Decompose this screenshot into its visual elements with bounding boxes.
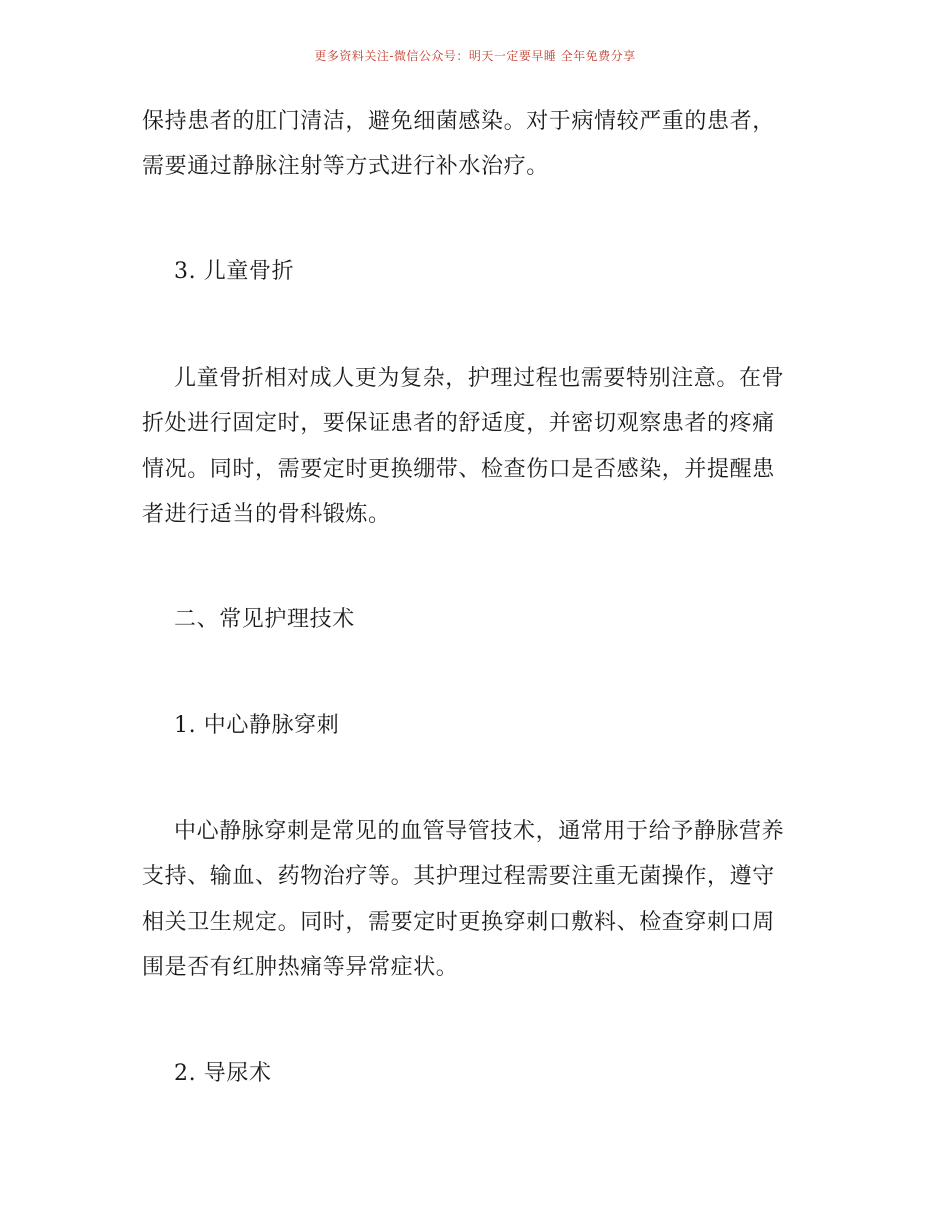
paragraph-line: 相关卫生规定。同时，需要定时更换穿刺口敷料、检查穿刺口周: [142, 910, 775, 935]
paragraph-line: 者进行适当的骨科锻炼。: [142, 502, 391, 527]
subheading-central-venous: 1. 中心静脉穿刺: [174, 713, 340, 738]
section-title-common-techniques: 二、常见护理技术: [174, 607, 355, 632]
paragraph-line: 折处进行固定时，要保证患者的舒适度，并密切观察患者的疼痛: [142, 411, 775, 436]
paragraph-line: 围是否有红肿热痛等异常症状。: [142, 955, 459, 980]
subheading-children-fracture: 3. 儿童骨折: [174, 259, 295, 284]
paragraph-line: 保持患者的肛门清洁，避免细菌感染。对于病情较严重的患者，: [142, 109, 775, 134]
paragraph-line: 中心静脉穿刺是常见的血管导管技术，通常用于给予静脉营养: [174, 819, 785, 844]
paragraph-line: 情况。同时，需要定时更换绷带、检查伤口是否感染，并提醒患: [142, 457, 775, 482]
subheading-catheterization: 2. 导尿术: [174, 1061, 272, 1086]
paragraph-line: 支持、输血、药物治疗等。其护理过程需要注重无菌操作，遵守: [142, 864, 775, 889]
paragraph-line: 儿童骨折相对成人更为复杂，护理过程也需要特别注意。在骨: [174, 366, 785, 391]
header-watermark-note: 更多资料关注-微信公众号：明天一定要早睡 全年免费分享: [314, 49, 636, 63]
paragraph-line: 需要通过静脉注射等方式进行补水治疗。: [142, 154, 549, 179]
